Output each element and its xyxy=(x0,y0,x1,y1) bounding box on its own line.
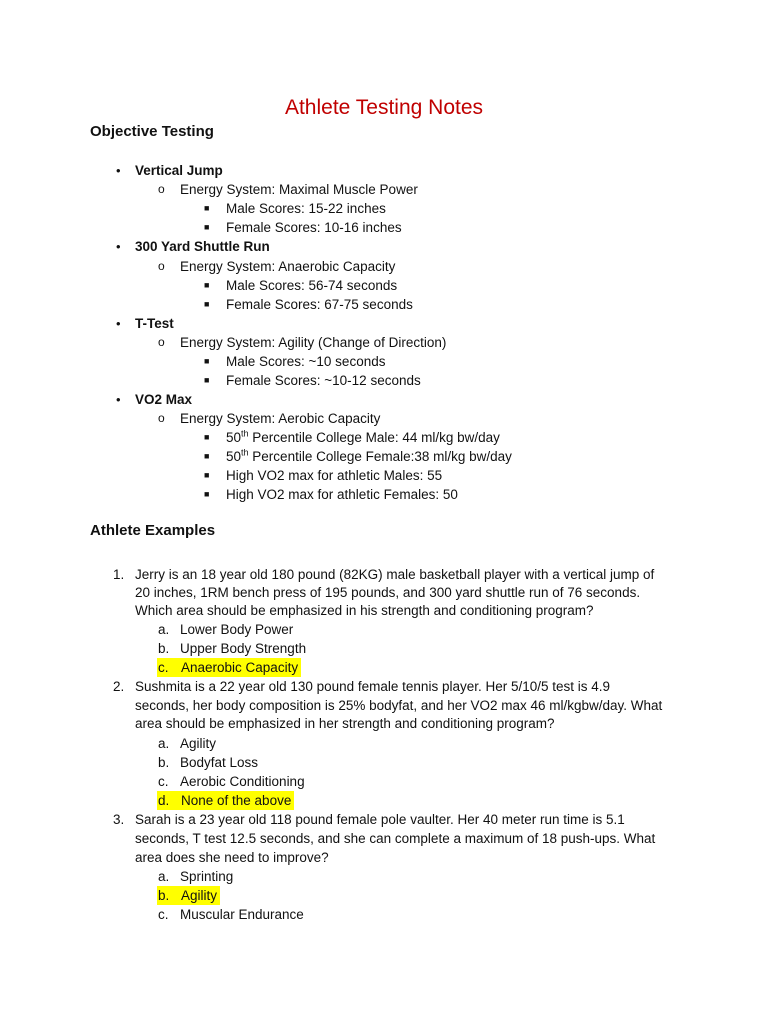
square-bullet-icon: ■ xyxy=(204,356,210,366)
score-line: Female Scores: 10-16 inches xyxy=(226,220,402,235)
score-line: Male Scores: 15-22 inches xyxy=(226,201,386,216)
test-name: 300 Yard Shuttle Run xyxy=(135,239,270,254)
option-text: Aerobic Conditioning xyxy=(180,774,305,789)
question-text: Sarah is a 23 year old 118 pound female pole vaulter. Her 40 meter run time is 5.1 xyxy=(135,812,625,827)
option-text: Lower Body Power xyxy=(180,622,294,637)
option-text: Anaerobic Capacity xyxy=(181,660,299,675)
square-bullet-icon: ■ xyxy=(204,489,210,499)
option-text: Muscular Endurance xyxy=(180,907,304,922)
page-title: Athlete Testing Notes xyxy=(284,96,484,119)
test-name: T-Test xyxy=(135,316,174,331)
option-text: Upper Body Strength xyxy=(180,641,307,656)
square-bullet-icon: ■ xyxy=(204,375,210,385)
question-text: area does she need to improve? xyxy=(135,850,329,865)
option-text: Agility xyxy=(181,888,218,903)
option-letter: c. xyxy=(158,660,169,675)
circle-bullet-icon: o xyxy=(158,335,165,349)
score-line: Male Scores: 56-74 seconds xyxy=(226,278,398,293)
option-letter: b. xyxy=(158,888,170,903)
option-letter: d. xyxy=(158,793,170,808)
bullet-icon: • xyxy=(116,316,121,331)
option-letter: a. xyxy=(158,622,170,637)
option-text: Bodyfat Loss xyxy=(180,755,259,770)
score-line: High VO2 max for athletic Males: 55 xyxy=(226,468,443,483)
test-name: Vertical Jump xyxy=(135,163,223,178)
section-heading-objective: Objective Testing xyxy=(90,123,214,140)
test-name: VO2 Max xyxy=(135,392,193,407)
square-bullet-icon: ■ xyxy=(204,203,210,213)
percentile-line: 50th Percentile College Female:38 ml/kg bw/day xyxy=(226,447,512,464)
energy-system: Energy System: Agility (Change of Direction) xyxy=(180,335,447,350)
bullet-icon: • xyxy=(116,239,121,254)
question-text: seconds, her body composition is 25% bodyfat, and her VO2 max 46 ml/kgbw/day. What xyxy=(135,698,663,713)
question-number: 3. xyxy=(113,812,125,827)
energy-system: Energy System: Anaerobic Capacity xyxy=(180,259,396,274)
section-heading-examples: Athlete Examples xyxy=(90,522,216,539)
question-text: Sushmita is a 22 year old 130 pound female tennis player. Her 5/10/5 test is 4.9 xyxy=(135,679,611,694)
circle-bullet-icon: o xyxy=(158,182,165,196)
option-letter: c. xyxy=(158,774,169,789)
question-text: area should be emphasized in her strength and conditioning program? xyxy=(135,716,555,731)
highlighted-answer xyxy=(157,886,220,905)
energy-system: Energy System: Maximal Muscle Power xyxy=(180,182,418,197)
option-letter: b. xyxy=(158,641,170,656)
square-bullet-icon: ■ xyxy=(204,299,210,309)
option-text: None of the above xyxy=(181,793,292,808)
option-letter: a. xyxy=(158,869,170,884)
option-letter: c. xyxy=(158,907,169,922)
energy-system: Energy System: Aerobic Capacity xyxy=(180,411,381,426)
question-text: seconds, T test 12.5 seconds, and she can complete a maximum of 18 push-ups. What xyxy=(135,831,656,846)
square-bullet-icon: ■ xyxy=(204,451,210,461)
highlighted-answer xyxy=(157,791,294,810)
circle-bullet-icon: o xyxy=(158,411,165,425)
question-text: Which area should be emphasized in his strength and conditioning program? xyxy=(135,603,594,618)
score-line: Female Scores: ~10-12 seconds xyxy=(226,373,421,388)
square-bullet-icon: ■ xyxy=(204,280,210,290)
score-line: Male Scores: ~10 seconds xyxy=(226,354,386,369)
option-letter: a. xyxy=(158,736,170,751)
percentile-line: 50th Percentile College Male: 44 ml/kg bw/day xyxy=(226,428,500,445)
question-text: Jerry is an 18 year old 180 pound (82KG) male basketball player with a vertical jump of xyxy=(135,567,655,582)
bullet-icon: • xyxy=(116,163,121,178)
square-bullet-icon: ■ xyxy=(204,470,210,480)
square-bullet-icon: ■ xyxy=(204,222,210,232)
option-text: Agility xyxy=(180,736,217,751)
circle-bullet-icon: o xyxy=(158,259,165,273)
score-line: Female Scores: 67-75 seconds xyxy=(226,297,413,312)
question-number: 2. xyxy=(113,679,125,694)
question-text: 20 inches, 1RM bench press of 195 pounds, and 300 yard shuttle run of 76 seconds. xyxy=(135,585,641,600)
option-letter: b. xyxy=(158,755,170,770)
question-number: 1. xyxy=(113,567,125,582)
bullet-icon: • xyxy=(116,392,121,407)
square-bullet-icon: ■ xyxy=(204,432,210,442)
option-text: Sprinting xyxy=(180,869,234,884)
highlighted-answer xyxy=(157,658,301,677)
score-line: High VO2 max for athletic Females: 50 xyxy=(226,487,458,502)
